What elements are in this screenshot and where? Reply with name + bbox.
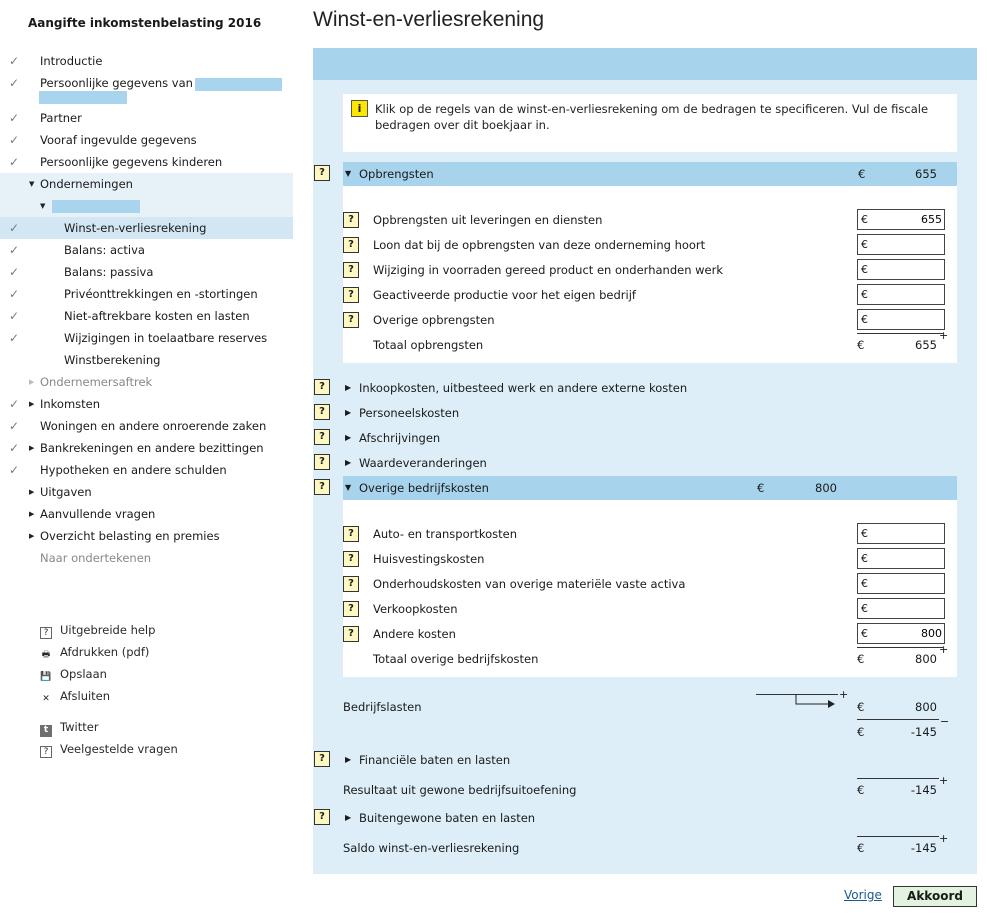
nav-ondernemersaftrek	[0, 371, 293, 393]
euro-sign: €	[857, 338, 865, 352]
euro-sign: €	[861, 577, 868, 590]
total-value: 800	[915, 652, 937, 666]
amount-input[interactable]	[872, 550, 942, 567]
chevron-right-icon: ▶	[345, 755, 352, 764]
amount-field[interactable]	[857, 259, 945, 280]
nav-label: Winstberekening	[64, 353, 161, 367]
row-label: Auto- en transportkosten	[373, 527, 518, 541]
amount-input[interactable]	[872, 600, 942, 617]
section-personeelskosten[interactable]	[343, 401, 957, 425]
euro-sign: €	[857, 841, 865, 855]
section-title: Opbrengsten	[359, 167, 434, 181]
amount-field[interactable]	[857, 234, 945, 255]
nav-woningen[interactable]	[0, 415, 293, 437]
row-label: Geactiveerde productie voor het eigen bedrijf	[373, 288, 636, 302]
chevron-down-icon: ▼	[40, 202, 46, 210]
section-buitengewone-baten[interactable]	[343, 806, 957, 830]
sum-line	[857, 836, 939, 837]
saldo-value: -145	[910, 841, 937, 855]
nav-kinderen[interactable]	[0, 151, 293, 173]
check-icon: ✓	[9, 155, 20, 169]
row-label: Overige opbrengsten	[373, 313, 495, 327]
euro-sign: €	[861, 313, 868, 326]
tool-label: Opslaan	[60, 667, 107, 681]
section-afschrijvingen[interactable]	[343, 426, 957, 450]
section-overige-header[interactable]	[343, 476, 957, 500]
section-total: 655	[915, 167, 937, 181]
chevron-right-icon: ▶	[345, 813, 352, 822]
nav-label: Balans: activa	[64, 243, 145, 257]
resultaat-value: -145	[910, 783, 937, 797]
amount-input[interactable]	[872, 625, 942, 642]
help-button[interactable]: ?	[314, 479, 330, 495]
nav-balans-activa[interactable]	[0, 239, 293, 261]
print-icon: 🖶	[41, 650, 51, 660]
plus-sign: +	[839, 688, 849, 701]
help-button[interactable]: ?	[343, 601, 359, 617]
amount-input[interactable]	[872, 236, 942, 253]
bedrijfslasten-value: 800	[915, 700, 937, 714]
row-label: Wijziging in voorraden gereed product en onderhanden werk	[373, 263, 724, 277]
amount-input[interactable]	[872, 575, 942, 592]
nav-bankrekeningen[interactable]	[0, 437, 293, 459]
amount-field[interactable]	[857, 209, 945, 230]
twitter-icon: t	[40, 725, 52, 737]
amount-input[interactable]	[872, 211, 942, 228]
nav-overzicht[interactable]	[0, 525, 293, 547]
euro-sign: €	[857, 652, 865, 666]
nav-label: Balans: passiva	[64, 265, 154, 279]
check-icon: ✓	[9, 419, 20, 433]
total-label: Totaal overige bedrijfskosten	[373, 652, 539, 666]
section-title: Financiële baten en lasten	[359, 753, 511, 767]
nav-label: Persoonlijke gegevens kinderen	[40, 155, 223, 169]
nav-label: Overzicht belasting en premies	[40, 529, 220, 543]
help-button[interactable]: ?	[343, 287, 359, 303]
euro-sign: €	[857, 783, 865, 797]
check-icon: ✓	[9, 133, 20, 147]
section-title: Overige bedrijfskosten	[359, 481, 489, 495]
help-button[interactable]: ?	[343, 237, 359, 253]
nav-onderneming[interactable]	[0, 195, 293, 217]
sum-line	[857, 647, 943, 648]
section-title: Afschrijvingen	[359, 431, 441, 445]
header-bar	[313, 48, 977, 80]
help-icon: ?	[40, 627, 52, 639]
sum-line	[857, 778, 939, 779]
section-title: Inkoopkosten, uitbesteed werk en andere externe kosten	[359, 381, 688, 395]
close-link[interactable]	[40, 686, 110, 706]
chevron-right-icon: ▶	[29, 488, 35, 496]
total-label: Totaal opbrengsten	[373, 338, 484, 352]
tool-label: Uitgebreide help	[60, 623, 156, 637]
help-button[interactable]: ?	[314, 809, 330, 825]
nav-label: Naar ondertekenen	[40, 551, 152, 565]
nav-label: Aanvullende vragen	[40, 507, 156, 521]
amount-field[interactable]	[857, 598, 945, 619]
nav-label: Ondernemersaftrek	[40, 375, 153, 389]
chevron-right-icon: ▶	[345, 408, 352, 417]
tool-label: Veelgestelde vragen	[60, 742, 178, 756]
nav-priveonttrekkingen[interactable]	[0, 283, 293, 305]
section-title: Buitengewone baten en lasten	[359, 811, 536, 825]
resultaat-label: Resultaat uit gewone bedrijfsuitoefening	[343, 783, 577, 797]
euro-sign: €	[857, 700, 865, 714]
row-label: Onderhoudskosten van overige materiële vaste activa	[373, 577, 686, 591]
nav-introductie[interactable]	[0, 50, 293, 72]
euro-sign: €	[857, 725, 865, 739]
redacted-name	[39, 91, 127, 104]
plus-sign: +	[939, 832, 949, 845]
check-icon: ✓	[9, 265, 20, 279]
check-icon: ✓	[9, 76, 20, 90]
nav-niet-aftrekbare-kosten[interactable]	[0, 305, 293, 327]
nav-vooraf-ingevuld[interactable]	[0, 129, 293, 151]
row-label: Andere kosten	[373, 627, 456, 641]
nav-hypotheken[interactable]	[0, 459, 293, 481]
plus-sign: +	[939, 643, 949, 656]
check-icon: ✓	[9, 111, 20, 125]
amount-input[interactable]	[872, 525, 942, 542]
help-button[interactable]: ?	[343, 551, 359, 567]
main-form	[313, 48, 977, 874]
euro-sign: €	[861, 288, 868, 301]
tool-label: Afsluiten	[60, 689, 111, 703]
chevron-down-icon: ▼	[29, 180, 35, 188]
help-button[interactable]: ?	[343, 626, 359, 642]
amount-field[interactable]	[857, 623, 945, 644]
section-inkoopkosten[interactable]	[343, 376, 957, 400]
help-button[interactable]: ?	[314, 404, 330, 420]
close-icon: ✕	[42, 694, 50, 704]
euro-sign: €	[861, 527, 868, 540]
nav-label: Introductie	[40, 54, 103, 68]
nav-ondertekenen	[0, 547, 293, 569]
nav-label: Winst-en-verliesrekening	[64, 221, 207, 235]
nav-label: Woningen en andere onroerende zaken	[40, 419, 267, 433]
amount-input[interactable]	[872, 311, 942, 328]
amount-field[interactable]	[857, 284, 945, 305]
euro-sign: €	[858, 167, 866, 181]
redacted-company-name	[52, 200, 140, 213]
section-financiele-baten[interactable]	[343, 748, 957, 772]
check-icon: ✓	[9, 221, 20, 235]
nav-wijzigingen-reserves[interactable]	[0, 327, 293, 349]
tool-label: Twitter	[60, 720, 99, 734]
nav-aanvullende-vragen[interactable]	[0, 503, 293, 525]
save-link[interactable]	[40, 664, 107, 684]
section-opbrengsten-header[interactable]	[343, 162, 957, 186]
chevron-right-icon: ▶	[29, 510, 35, 518]
nav-winst-en-verliesrekening[interactable]	[0, 217, 293, 239]
help-button[interactable]: ?	[314, 165, 330, 181]
check-icon: ✓	[9, 287, 20, 301]
minus-sign: −	[940, 715, 950, 728]
help-button[interactable]: ?	[314, 429, 330, 445]
amount-field[interactable]	[857, 523, 945, 544]
arrow-icon	[795, 694, 837, 708]
nav-inkomsten[interactable]	[0, 393, 293, 415]
sidebar	[0, 0, 295, 918]
print-link[interactable]	[40, 642, 149, 662]
section-title: Waardeveranderingen	[359, 456, 487, 470]
euro-sign: €	[757, 481, 765, 495]
nav-label: Inkomsten	[40, 397, 101, 411]
info-box	[343, 94, 957, 152]
nav-label: Persoonlijke gegevens van	[40, 76, 193, 90]
nav-label: Wijzigingen in toelaatbare reserves	[64, 331, 268, 345]
page-title: Winst-en-verliesrekening	[313, 8, 545, 31]
section-waardeveranderingen[interactable]	[343, 451, 957, 475]
bedrijfslasten-label: Bedrijfslasten	[343, 700, 422, 714]
accept-button[interactable]: Akkoord	[893, 886, 977, 907]
save-icon: 💾	[40, 672, 52, 682]
row-label: Opbrengsten uit leveringen en diensten	[373, 213, 603, 227]
faq-link[interactable]	[40, 739, 178, 759]
help-button[interactable]: ?	[314, 379, 330, 395]
help-icon: ?	[40, 746, 52, 758]
help-button[interactable]: ?	[343, 526, 359, 542]
chevron-right-icon: ▶	[29, 400, 35, 408]
nav-label: Privéonttrekkingen en -stortingen	[64, 287, 258, 301]
nav-partner[interactable]	[0, 107, 293, 129]
nav-ondernemingen[interactable]	[0, 173, 293, 195]
tool-label: Afdrukken (pdf)	[60, 645, 150, 659]
euro-sign: €	[861, 213, 868, 226]
chevron-right-icon: ▶	[345, 433, 352, 442]
check-icon: ✓	[9, 331, 20, 345]
saldo-label: Saldo winst-en-verliesrekening	[343, 841, 520, 855]
sum-line	[857, 719, 939, 720]
amount-input[interactable]	[872, 261, 942, 278]
check-icon: ✓	[9, 463, 20, 477]
nav-label: Hypotheken en andere schulden	[40, 463, 227, 477]
app-title: Aangifte inkomstenbelasting 2016	[28, 16, 262, 30]
bedrijfslasten-result: -145	[910, 725, 937, 739]
check-icon: ✓	[9, 54, 20, 68]
chevron-down-icon: ▼	[345, 483, 352, 492]
help-button[interactable]: ?	[343, 212, 359, 228]
euro-sign: €	[861, 602, 868, 615]
nav-label: Bankrekeningen en andere bezittingen	[40, 441, 264, 455]
amount-field[interactable]	[857, 548, 945, 569]
check-icon: ✓	[9, 397, 20, 411]
section-total: 800	[815, 481, 837, 495]
nav-balans-passiva[interactable]	[0, 261, 293, 283]
chevron-right-icon: ▶	[29, 378, 35, 386]
help-link[interactable]	[40, 620, 155, 640]
nav-winstberekening[interactable]	[0, 349, 293, 371]
plus-sign: +	[939, 774, 949, 787]
chevron-right-icon: ▶	[29, 532, 35, 540]
redacted-name	[195, 78, 282, 91]
nav-uitgaven[interactable]	[0, 481, 293, 503]
info-icon: i	[351, 100, 368, 117]
euro-sign: €	[861, 552, 868, 565]
chevron-right-icon: ▶	[29, 444, 35, 452]
check-icon: ✓	[9, 309, 20, 323]
help-button[interactable]: ?	[343, 576, 359, 592]
help-button[interactable]: ?	[343, 262, 359, 278]
euro-sign: €	[861, 263, 868, 276]
nav-label: Ondernemingen	[40, 177, 133, 191]
nav-label: Vooraf ingevulde gegevens	[40, 133, 197, 147]
section-title: Personeelskosten	[359, 406, 460, 420]
chevron-down-icon: ▼	[345, 169, 352, 178]
check-icon: ✓	[9, 441, 20, 455]
plus-sign: +	[939, 329, 949, 342]
euro-sign: €	[861, 627, 868, 640]
info-text: Klik op de regels van de winst-en-verliesrekening om de bedragen te specificeren. Vul de fiscale bedragen over dit boekjaar in.	[375, 102, 929, 132]
sum-line	[857, 333, 943, 334]
nav-label: Niet-aftrekbare kosten en lasten	[64, 309, 250, 323]
twitter-link[interactable]	[40, 717, 99, 737]
help-button[interactable]: ?	[343, 312, 359, 328]
euro-sign: €	[861, 238, 868, 251]
help-button[interactable]: ?	[314, 454, 330, 470]
nav-label: Uitgaven	[40, 485, 92, 499]
row-label: Loon dat bij de opbrengsten van deze onderneming hoort	[373, 238, 706, 252]
nav-label: Partner	[40, 111, 82, 125]
check-icon: ✓	[9, 243, 20, 257]
amount-input[interactable]	[872, 286, 942, 303]
chevron-right-icon: ▶	[345, 458, 352, 467]
row-label: Huisvestingskosten	[373, 552, 485, 566]
chevron-right-icon: ▶	[345, 383, 352, 392]
row-label: Verkoopkosten	[373, 602, 458, 616]
help-button[interactable]: ?	[314, 751, 330, 767]
total-value: 655	[915, 338, 937, 352]
previous-button[interactable]: Vorige	[844, 888, 882, 902]
amount-field[interactable]	[857, 573, 945, 594]
amount-field[interactable]	[857, 309, 945, 330]
